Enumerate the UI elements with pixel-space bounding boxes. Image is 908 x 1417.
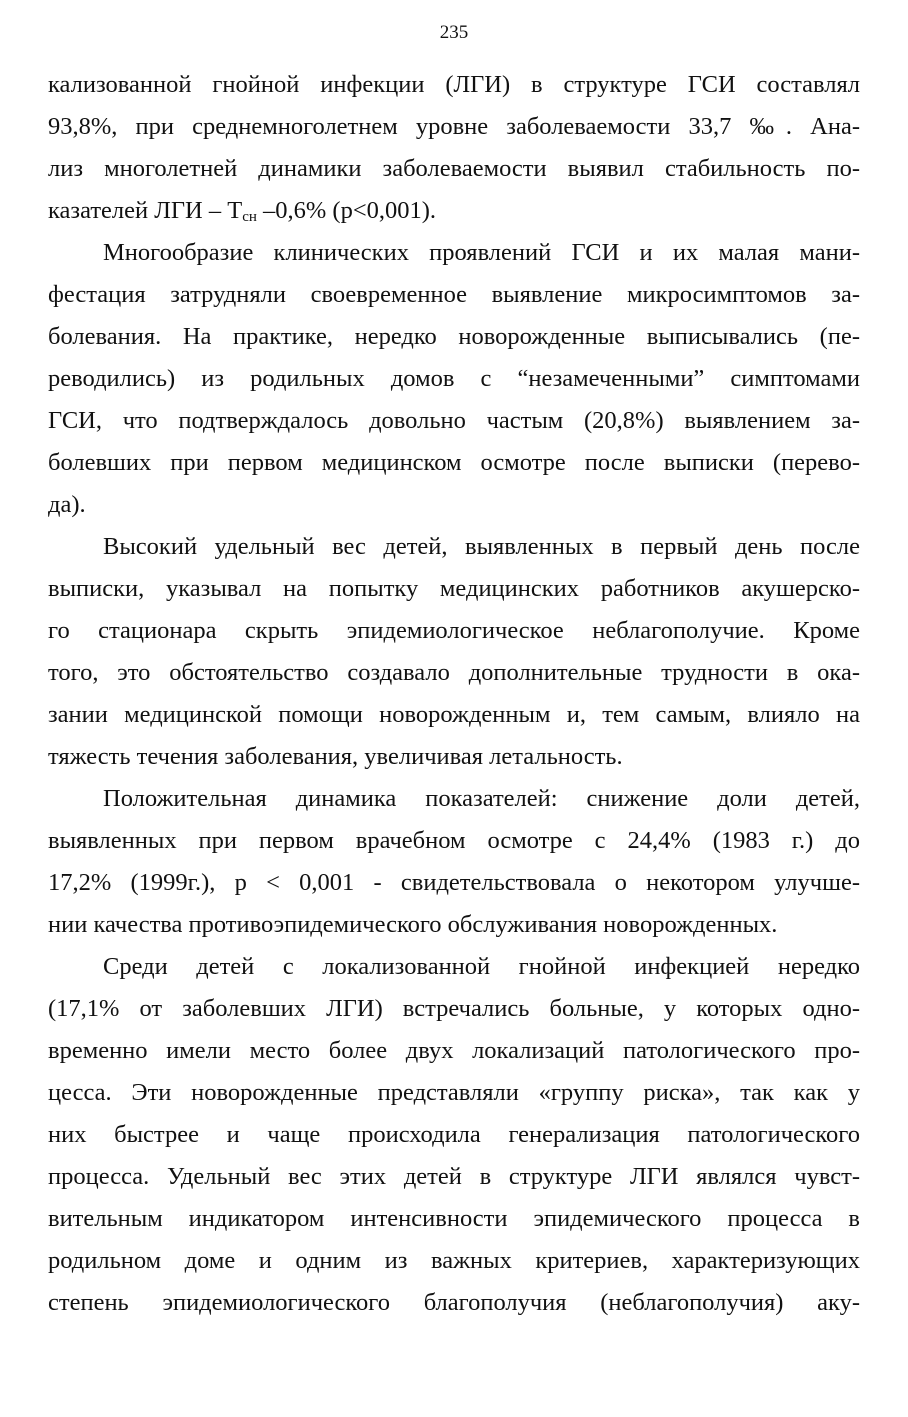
text-line: зании медицинской помощи новорожденным и, тем самым, влияло на bbox=[48, 701, 860, 728]
text-line: реводились) из родильных домов с “незамеченными” симптомами bbox=[48, 365, 860, 392]
text-line: временно имели место более двух локализаций патологического про- bbox=[48, 1037, 860, 1064]
text-line: (17,1% от заболевших ЛГИ) встречались больные, у которых одно- bbox=[48, 995, 860, 1022]
text-line bbox=[48, 196, 860, 226]
text-line: вительным индикатором интенсивности эпидемического процесса в bbox=[48, 1205, 860, 1232]
text-line: степень эпидемиологического благополучия (неблагополучия) аку- bbox=[48, 1289, 860, 1316]
text-line: болевших при первом медицинском осмотре после выписки (перево- bbox=[48, 449, 860, 476]
text-line: выписки, указывал на попытку медицинских работников акушерско- bbox=[48, 575, 860, 602]
text-line: Высокий удельный вес детей, выявленных в первый день после bbox=[103, 533, 860, 560]
text-line: лиз многолетней динамики заболеваемости выявил стабильность по- bbox=[48, 155, 860, 182]
text-line: Положительная динамика показателей: снижение доли детей, bbox=[103, 785, 860, 812]
text-line: го стационара скрыть эпидемиологическое неблагополучие. Кроме bbox=[48, 617, 860, 644]
text-line: цесса. Эти новорожденные представляли «группу риска», так как у bbox=[48, 1079, 860, 1106]
text-line: ГСИ, что подтверждалось довольно частым (20,8%) выявлением за- bbox=[48, 407, 860, 434]
text-line: кализованной гнойной инфекции (ЛГИ) в структуре ГСИ составлял bbox=[48, 71, 860, 98]
text-line: родильном доме и одним из важных критериев, характеризующих bbox=[48, 1247, 860, 1274]
text-line: фестация затрудняли своевременное выявление микросимптомов за- bbox=[48, 281, 860, 308]
text-line: Многообразие клинических проявлений ГСИ и их малая мани- bbox=[103, 239, 860, 266]
text-line: тяжесть течения заболевания, увеличивая летальность. bbox=[48, 743, 623, 770]
text-line: 93,8%, при среднемноголетнем уровне заболеваемости 33,7 ‰. Ана- bbox=[48, 113, 860, 140]
text-line: 17,2% (1999г.), р < 0,001 - свидетельствовала о некотором улучше- bbox=[48, 869, 860, 896]
text-line: того, это обстоятельство создавало дополнительные трудности в ока- bbox=[48, 659, 860, 686]
text-line: процесса. Удельный вес этих детей в структуре ЛГИ являлся чувст- bbox=[48, 1163, 860, 1190]
text-line: болевания. На практике, нередко новорожденные выписывались (пе- bbox=[48, 323, 860, 350]
text-line: них быстрее и чаще происходила генерализация патологического bbox=[48, 1121, 860, 1148]
subscript: сн bbox=[242, 209, 257, 225]
page-number: 235 bbox=[439, 22, 469, 43]
text-line: Среди детей с локализованной гнойной инфекцией нередко bbox=[103, 953, 860, 980]
text-line: нии качества противоэпидемического обслуживания новорожденных. bbox=[48, 911, 778, 938]
text-span: казателей ЛГИ – Т bbox=[48, 197, 243, 224]
text-line: да). bbox=[48, 491, 86, 518]
text-line: выявленных при первом врачебном осмотре с 24,4% (1983 г.) до bbox=[48, 827, 860, 854]
text-span: –0,6% (p<0,001). bbox=[256, 197, 437, 224]
